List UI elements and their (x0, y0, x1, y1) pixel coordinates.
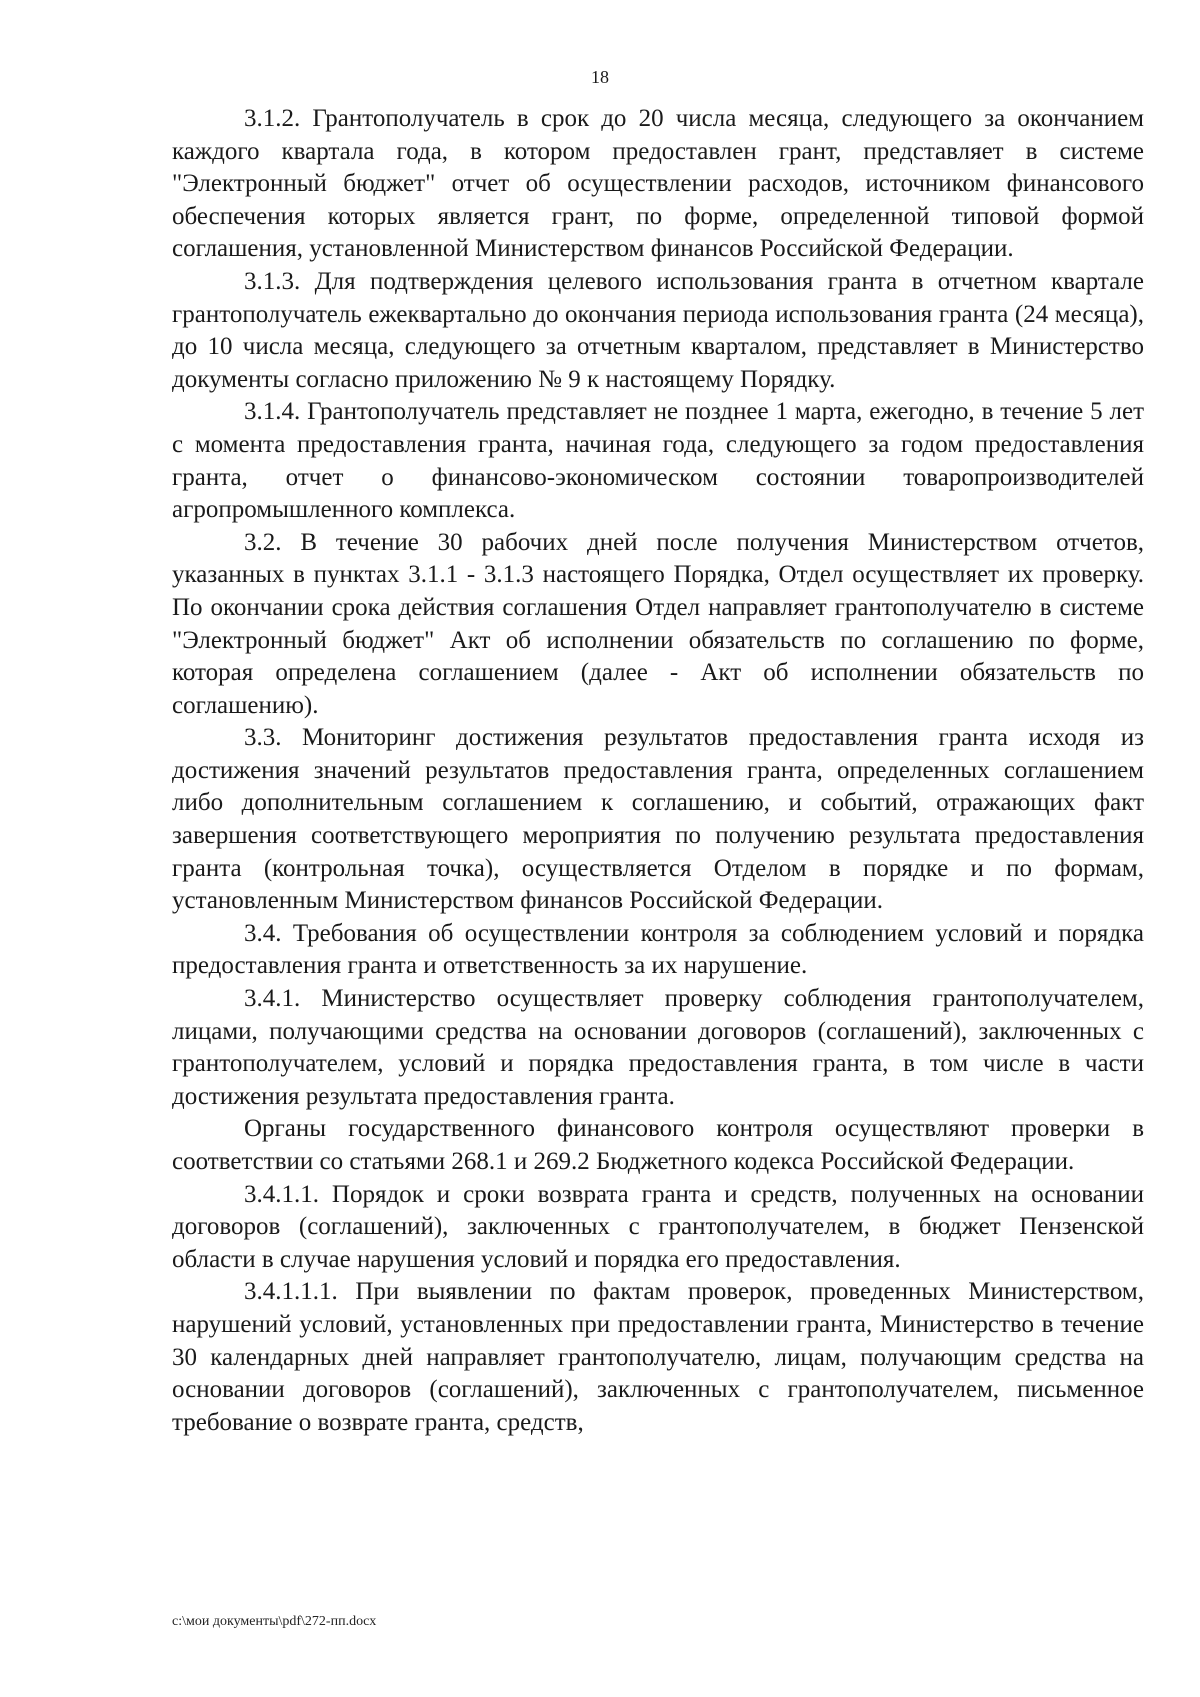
footer-file-path: с:\мои документы\pdf\272-пп.docx (172, 1614, 377, 1629)
paragraph-3-1-3: 3.1.3. Для подтверждения целевого использования гранта в отчетном квартале грантополучатель ежеквартально до окончания периода использования гранта (24 месяца), до 10 числа месяца, следующего за отчетным кварталом, представляет в Министерство документы согласно приложению № 9 к настоящему Порядку. (172, 267, 1144, 393)
paragraph-financial-control: Органы государственного финансового контроля осуществляют проверки в соответствии со статьями 268.1 и 269.2 Бюджетного кодекса Российской Федерации. (172, 1115, 1144, 1175)
paragraph-3-4-1-1: 3.4.1.1. Порядок и сроки возврата гранта и средств, полученных на основании договоров (соглашений), заключенных с грантополучателем, в бюджет Пензенской области в случае нарушения условий и порядка его предоставления. (172, 1180, 1144, 1273)
paragraph-3-4-1: 3.4.1. Министерство осуществляет проверку соблюдения грантополучателем, лицами, получающими средства на основании договоров (соглашений), заключенных с грантополучателем, условий и порядка предоставления гранта, в том числе в части достижения результата предоставления гранта. (172, 985, 1144, 1110)
paragraph-3-4-1-1-1: 3.4.1.1.1. При выявлении по фактам проверок, проведенных Министерством, нарушений условий, установленных при предоставлении гранта, Министерство в течение 30 календарных дней направляет грантополучателю, лицам, получающим средства на основании договоров (соглашений), заключенных с грантополучателем, письменное требование о возврате гранта, средств, (172, 1278, 1144, 1436)
paragraph-3-2: 3.2. В течение 30 рабочих дней после получения Министерством отчетов, указанных в пунктах 3.1.1 - 3.1.3 настоящего Порядка, Отдел осуществляет их проверку. По окончании срока действия соглашения Отдел направляет грантополучателю в системе "Электронный бюджет" Акт об исполнении обязательств по соглашению по форме, которая определена соглашением (далее - Акт об исполнении обязательств по соглашению). (172, 528, 1144, 719)
page-number: 18 (591, 67, 609, 87)
paragraph-3-3: 3.3. Мониторинг достижения результатов предоставления гранта исходя из достижения значений результатов предоставления гранта, определенных соглашением либо дополнительным соглашением к соглашению, и событий, отражающих факт завершения соответствующего мероприятия по получению результата предоставления гранта (контрольная точка), осуществляется Отделом в порядке и по формам, установленным Министерством финансов Российской Федерации. (172, 724, 1144, 915)
document-body (172, 103, 1144, 1439)
paragraph-3-1-2: 3.1.2. Грантополучатель в срок до 20 числа месяца, следующего за окончанием каждого квартала года, в котором предоставлен грант, представляет в системе "Электронный бюджет" отчет об осуществлении расходов, источником финансового обеспечения которых является грант, по форме, определенной типовой формой соглашения, установленной Министерством финансов Российской Федерации. (172, 105, 1144, 263)
paragraph-3-1-4: 3.1.4. Грантополучатель представляет не позднее 1 марта, ежегодно, в течение 5 лет с момента предоставления гранта, начиная года, следующего за годом предоставления гранта, отчет о финансово-экономическом состоянии товаропроизводителей агропромышленного комплекса. (172, 398, 1144, 524)
paragraph-3-4: 3.4. Требования об осуществлении контроля за соблюдением условий и порядка предоставления гранта и ответственность за их нарушение. (172, 919, 1144, 980)
